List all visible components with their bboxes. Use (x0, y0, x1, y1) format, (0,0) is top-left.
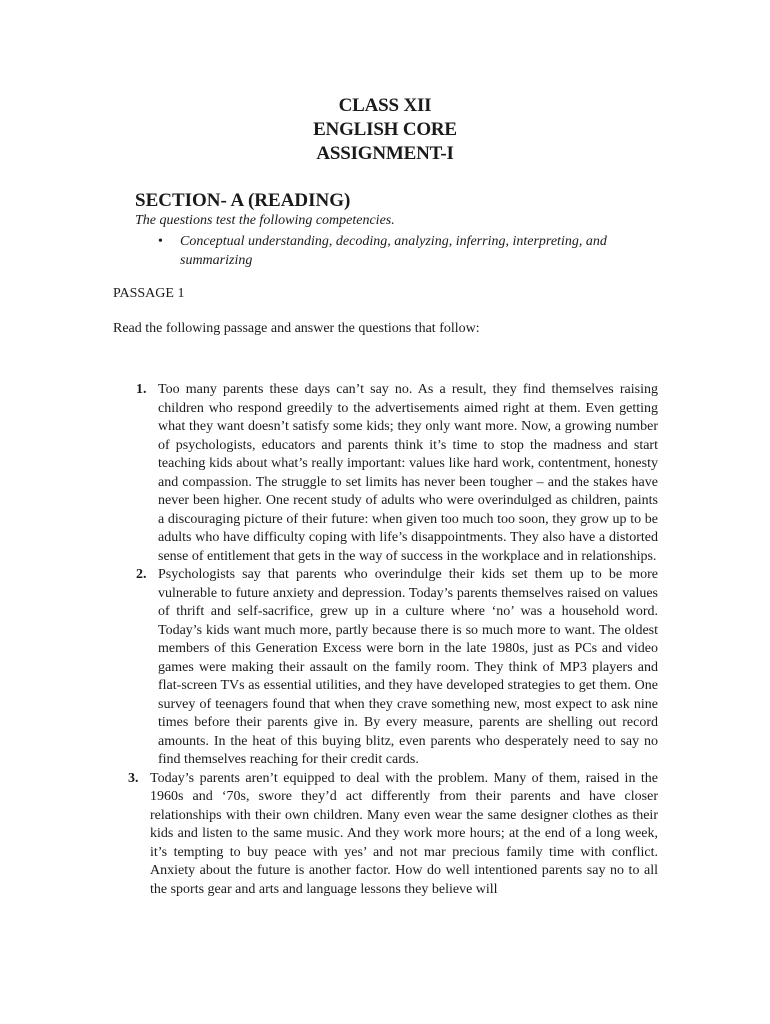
document-title (0, 94, 770, 166)
competency-text: Conceptual understanding, decoding, analyzing, inferring, interpreting, and summarizing (180, 234, 607, 268)
paragraph-number: 1. (136, 382, 147, 397)
paragraph-text: Too many parents these days can’t say no. As a result, they find themselves raising children who respond greedily to the advertisements aimed right at them. Even getting what they want doesn’t satisfy some kids; they only want more. Now, a growing number of psychologists, educators and parents think it’s time to stop the madness and start teaching kids about what’s really important: values like hard work, contentment, honesty and compassion. The struggle to set limits has never been tougher – and the stakes have never been higher. One recent study of adults who were overindulged as children, paints a discouraging picture of their future: when given too much too soon, they grow up to be adults who have difficulty coping with life’s disappointments. They also have a distorted sense of entitlement that gets in the way of success in the workplace and in relationships. (158, 382, 658, 564)
assignment-heading: ASSIGNMENT-I (316, 143, 454, 164)
paragraph-3 (126, 770, 658, 900)
competencies-list (158, 232, 658, 270)
bullet-icon: • (158, 234, 163, 249)
paragraph-text: Psychologists say that parents who overindulge their kids set them up to be more vulnerable to future anxiety and depression. Today’s parents themselves raised on values of thrift and self-sacrifice, grew up in a culture where ‘no’ was a household word. Today’s kids want much more, partly because there is so much more to want. The oldest members of this Generation Excess were born in the late 1980s, just as PCs and video games were making their assault on the family room. They think of MP3 players and flat-screen TVs as essential utilities, and they have developed strategies to get them. One survey of teenagers found that when they crave something new, most expect to ask nine times before their parents give in. By every measure, parents are shelling out record amounts. In the heat of this buying blitz, even parents who desperately need to say no find themselves reaching for their credit cards. (158, 567, 658, 767)
paragraph-number: 3. (128, 770, 139, 786)
competencies-intro: The questions test the following competencies. (135, 213, 395, 228)
paragraph-2 (126, 566, 658, 770)
section-title: SECTION- A (READING) (135, 190, 351, 211)
subject-heading: ENGLISH CORE (313, 119, 457, 140)
paragraph-1 (126, 381, 658, 566)
list-item (158, 232, 658, 270)
paragraph-number: 2. (136, 567, 147, 582)
instruction-text: Read the following passage and answer the questions that follow: (113, 321, 480, 336)
paragraph-text: Today’s parents aren’t equipped to deal with the problem. Many of them, raised in the 1960s and ‘70s, swore they’d act differently from their parents and have closer relationships with their own children. Many even wear the same designer clothes as their kids and listen to the same music. And they work more hours; at the end of a long week, it’s tempting to buy peace with yes’ and not mar precious family time with conflict. Anxiety about the future is another factor. How do well intentioned parents say no to all the sports gear and arts and language lessons they believe will (150, 770, 658, 897)
passage-label: PASSAGE 1 (113, 286, 185, 301)
passage-paragraphs (126, 381, 658, 899)
class-heading: CLASS XII (338, 95, 432, 116)
